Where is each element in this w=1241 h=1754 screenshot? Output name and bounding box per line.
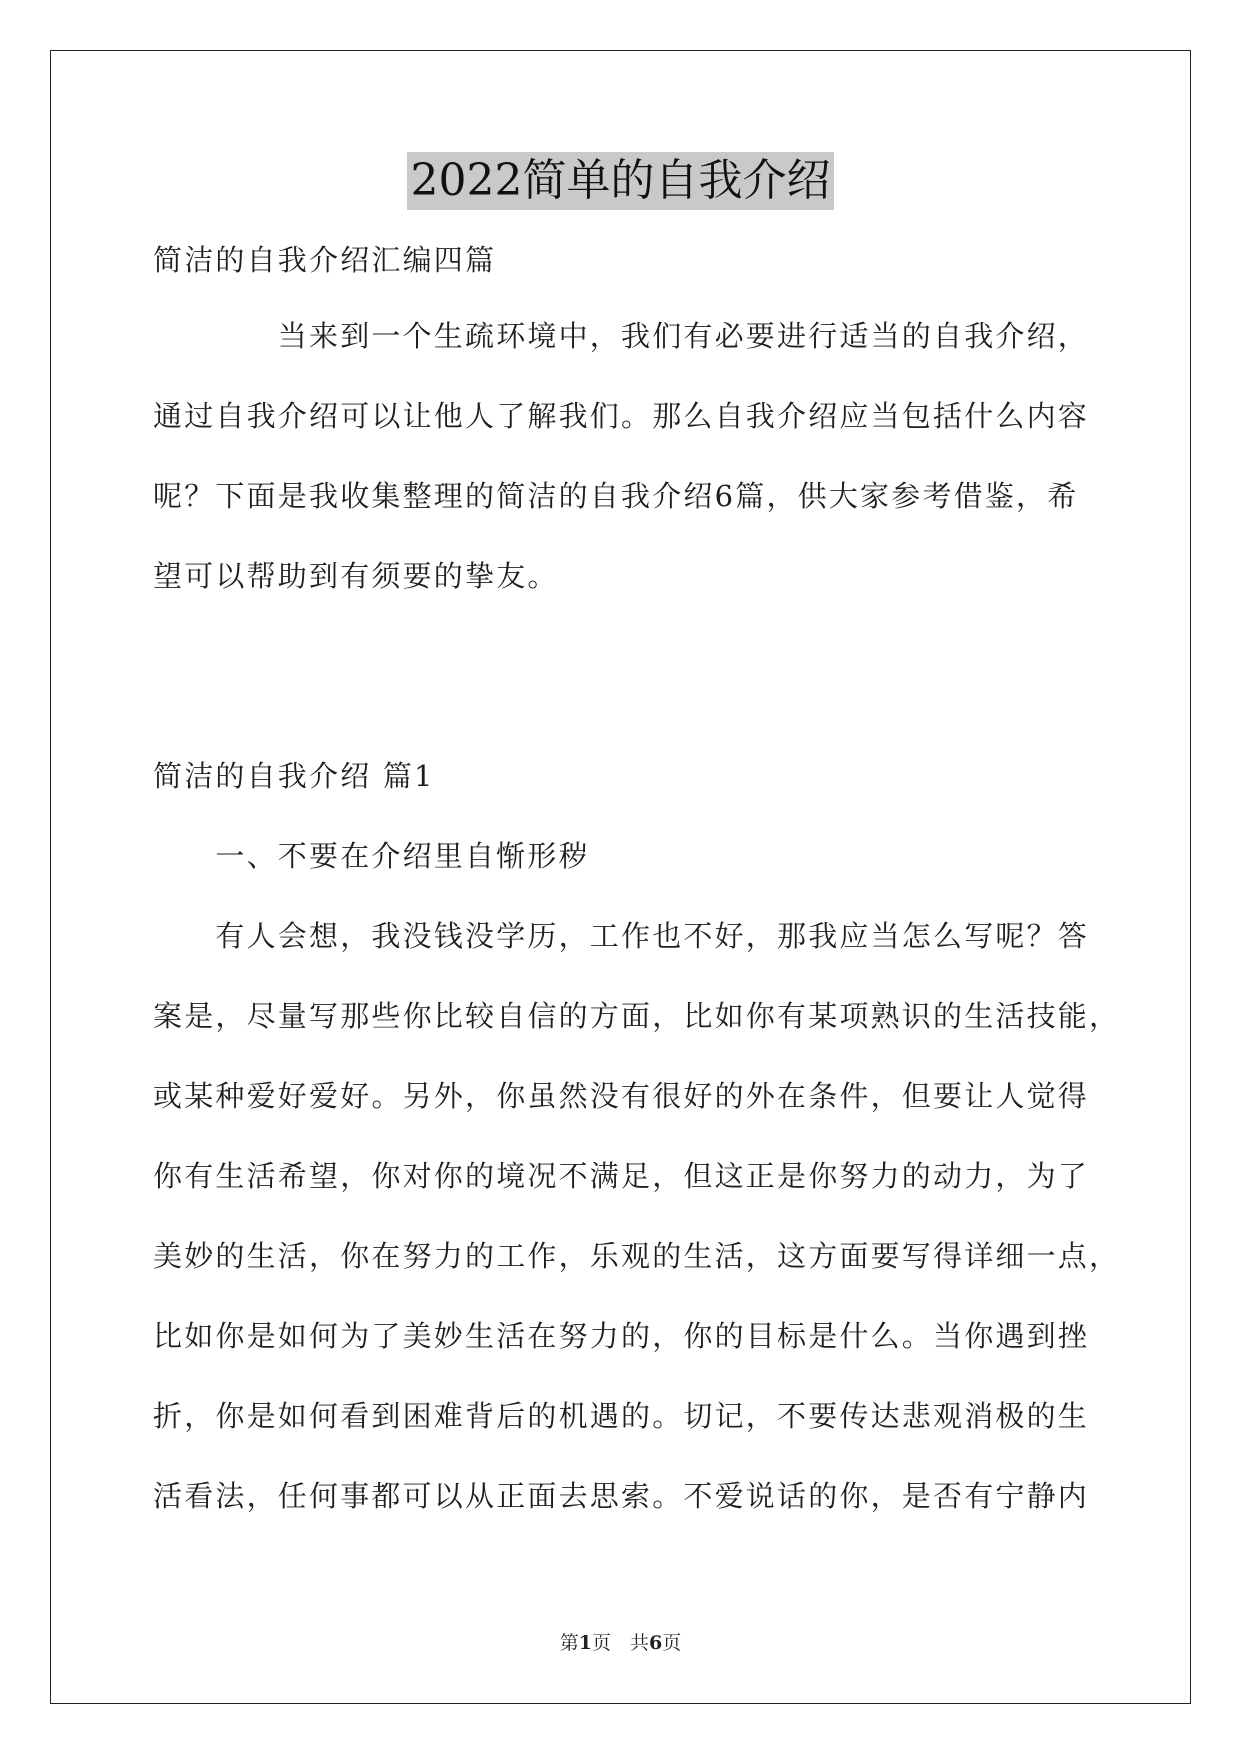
paragraph-line: 案是，尽量写那些你比较自信的方面，比如你有某项熟识的生活技能， [153, 999, 1121, 1033]
paragraph-line: 美妙的生活，你在努力的工作，乐观的生活，这方面要写得详细一点， [153, 1239, 1121, 1273]
page-border [50, 50, 1191, 1704]
footer-suffix: 页 [662, 1632, 682, 1654]
paragraph-line: 你有生活希望，你对你的境况不满足，但这正是你努力的动力，为了 [153, 1159, 1090, 1193]
subsection-heading: 一、不要在介绍里自惭形秽 [153, 839, 590, 873]
page-number-total: 6 [649, 1632, 663, 1654]
document-title: 2022简单的自我介绍 [407, 152, 835, 210]
paragraph-line: 望可以帮助到有须要的挚友。 [153, 559, 559, 593]
paragraph-line: 当来到一个生疏环境中，我们有必要进行适当的自我介绍， [153, 319, 1090, 353]
page-footer [0, 1628, 1241, 1655]
page-number-current: 1 [578, 1632, 592, 1654]
paragraph-line: 有人会想，我没钱没学历，工作也不好，那我应当怎么写呢？答 [153, 919, 1090, 953]
paragraph-line: 活看法，任何事都可以从正面去思索。不爱说话的你，是否有宁静内 [153, 1479, 1090, 1513]
section-heading: 简洁的自我介绍 篇1 [153, 759, 435, 793]
paragraph-line: 比如你是如何为了美妙生活在努力的，你的目标是什么。当你遇到挫 [153, 1319, 1090, 1353]
footer-prefix: 第 [559, 1632, 579, 1654]
paragraph-line: 折，你是如何看到困难背后的机遇的。切记，不要传达悲观消极的生 [153, 1399, 1090, 1433]
paragraph-line: 通过自我介绍可以让他人了解我们。那么自我介绍应当包括什么内容 [153, 399, 1090, 433]
subtitle-line: 简洁的自我介绍汇编四篇 [153, 243, 497, 277]
title-container [0, 152, 1241, 210]
paragraph-line: 或某种爱好爱好。另外，你虽然没有很好的外在条件，但要让人觉得 [153, 1079, 1090, 1113]
footer-mid: 页 共 [591, 1632, 649, 1654]
paragraph-line: 呢？下面是我收集整理的简洁的自我介绍6篇，供大家参考借鉴，希 [153, 479, 1079, 513]
